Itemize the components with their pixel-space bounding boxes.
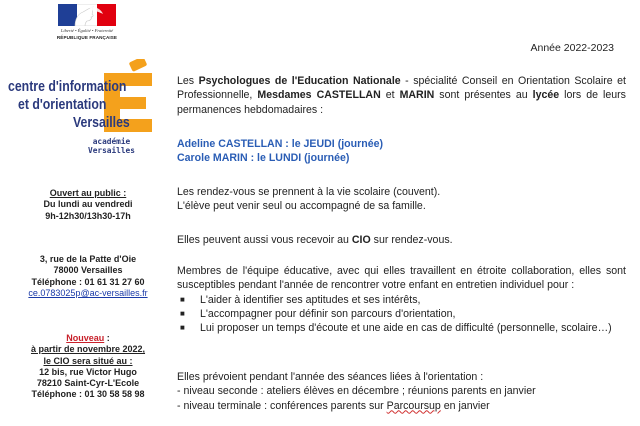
- address-line-1: 3, rue de la Patte d'Oie: [39, 254, 137, 264]
- support-list: [177, 293, 626, 336]
- cio-text-1: Elles peuvent aussi vous recevoir au: [177, 234, 352, 246]
- intro-psychologists: Psychologues de l'Education Nationale: [198, 75, 401, 87]
- intro-lycee: lycée: [532, 89, 560, 102]
- schedule-marin: Carole MARIN : le LUNDI (journée): [177, 152, 350, 165]
- republic-name: RÉPUBLIQUE FRANÇAISE: [56, 35, 118, 40]
- support-list-item: ■ L'aider à identifier ses aptitudes et ses intérêts,: [177, 293, 626, 307]
- intro-marin: MARIN: [399, 89, 435, 102]
- cio-paragraph: [177, 233, 626, 247]
- intro-text-9: lors de leurs permanences hebdomadaires :: [177, 89, 626, 116]
- address-phone: Téléphone : 01 61 31 27 60: [31, 276, 145, 287]
- intro-paragraph: [177, 74, 626, 117]
- new-location-phone: Téléphone : 01 30 58 58 98: [31, 389, 145, 400]
- schedule-castellan: Adeline CASTELLAN : le JEUDI (journée): [177, 138, 384, 150]
- team-text: Membres de l'équipe éducative, avec qui elles travaillent en étroite collaboration, elles sont susceptibles pendant l'année de rencontrer votre enfant en entretien individuel pour :: [177, 265, 626, 292]
- cio-logo-line-1: centre d'information: [8, 78, 127, 95]
- opening-hours-times: 9h-12h30/13h30-17h: [45, 210, 131, 221]
- intro-text-3: - spécialité Conseil en Orientation Scolaire et Professionnelle,: [177, 75, 626, 102]
- email-link[interactable]: ce.0783025p@ac-versailles.fr: [28, 287, 148, 298]
- academie-line-1: académie: [92, 137, 131, 146]
- new-title-suffix: :: [104, 333, 110, 343]
- intro-text-1: Les: [177, 75, 199, 87]
- cio-address: [8, 254, 168, 299]
- opening-hours: [8, 188, 168, 222]
- cio-logo-line-2: et d'orientation: [18, 96, 107, 113]
- republique-francaise-logo: [55, 4, 119, 44]
- cio-acronym: CIO: [351, 234, 371, 246]
- appointments-paragraph: [177, 185, 626, 214]
- sessions-intro: Elles prévoient pendant l'année des séances liées à l'orientation :: [177, 371, 484, 383]
- academie-line-2: Versailles: [88, 146, 135, 155]
- intro-text-5: et: [380, 89, 400, 102]
- session-terminale-text: - niveau terminale : conférences parents sur: [177, 399, 387, 412]
- new-location-title: [8, 333, 168, 344]
- new-title: Nouveau: [66, 333, 105, 343]
- opening-hours-days: Du lundi au vendredi: [43, 199, 133, 210]
- schedule: [177, 137, 626, 166]
- new-location-line-1: à partir de novembre 2022,: [30, 344, 146, 355]
- support-list-item: ■ L'accompagner pour définir son parcours d'orientation,: [177, 307, 626, 321]
- cio-logo: [0, 55, 165, 175]
- new-location-line-2: le CIO sera situé au :: [43, 355, 133, 366]
- support-list-item: ■ Lui proposer un temps d'écoute et une aide en cas de difficulté (personnelle, scolaire…): [177, 321, 626, 335]
- republic-motto: Liberté • Égalité • Fraternité: [60, 28, 114, 33]
- address-line-2: 78000 Versailles: [53, 265, 123, 276]
- parcoursup-word: Parcoursup: [386, 399, 441, 412]
- team-paragraph: [177, 264, 626, 335]
- new-location: [8, 333, 168, 401]
- new-location-line-3: 12 bis, rue Victor Hugo: [39, 366, 137, 377]
- session-terminale-suffix: en janvier: [440, 399, 490, 412]
- appointments-line-1: Les rendez-vous se prennent à la vie scolaire (couvent).: [177, 186, 441, 198]
- sessions-paragraph: [177, 370, 626, 413]
- school-year: Année 2022-2023: [530, 42, 614, 54]
- session-seconde: - niveau seconde : ateliers élèves en décembre ; réunions parents en janvier: [177, 385, 536, 398]
- marianne-profile-icon: [69, 5, 105, 26]
- appointments-line-2: L'élève peut venir seul ou accompagné de sa famille.: [177, 200, 426, 213]
- cio-text-3: sur rendez-vous.: [370, 234, 453, 246]
- cio-logo-line-3: Versailles: [73, 114, 130, 131]
- intro-text-7: sont présentes au: [434, 89, 533, 102]
- academie-label: [88, 137, 135, 155]
- intro-castellan: Mesdames CASTELLAN: [257, 89, 381, 102]
- new-location-line-4: 78210 Saint-Cyr-L'Ecole: [36, 378, 140, 389]
- session-terminale: [177, 399, 626, 413]
- opening-hours-title: Ouvert au public :: [49, 188, 127, 198]
